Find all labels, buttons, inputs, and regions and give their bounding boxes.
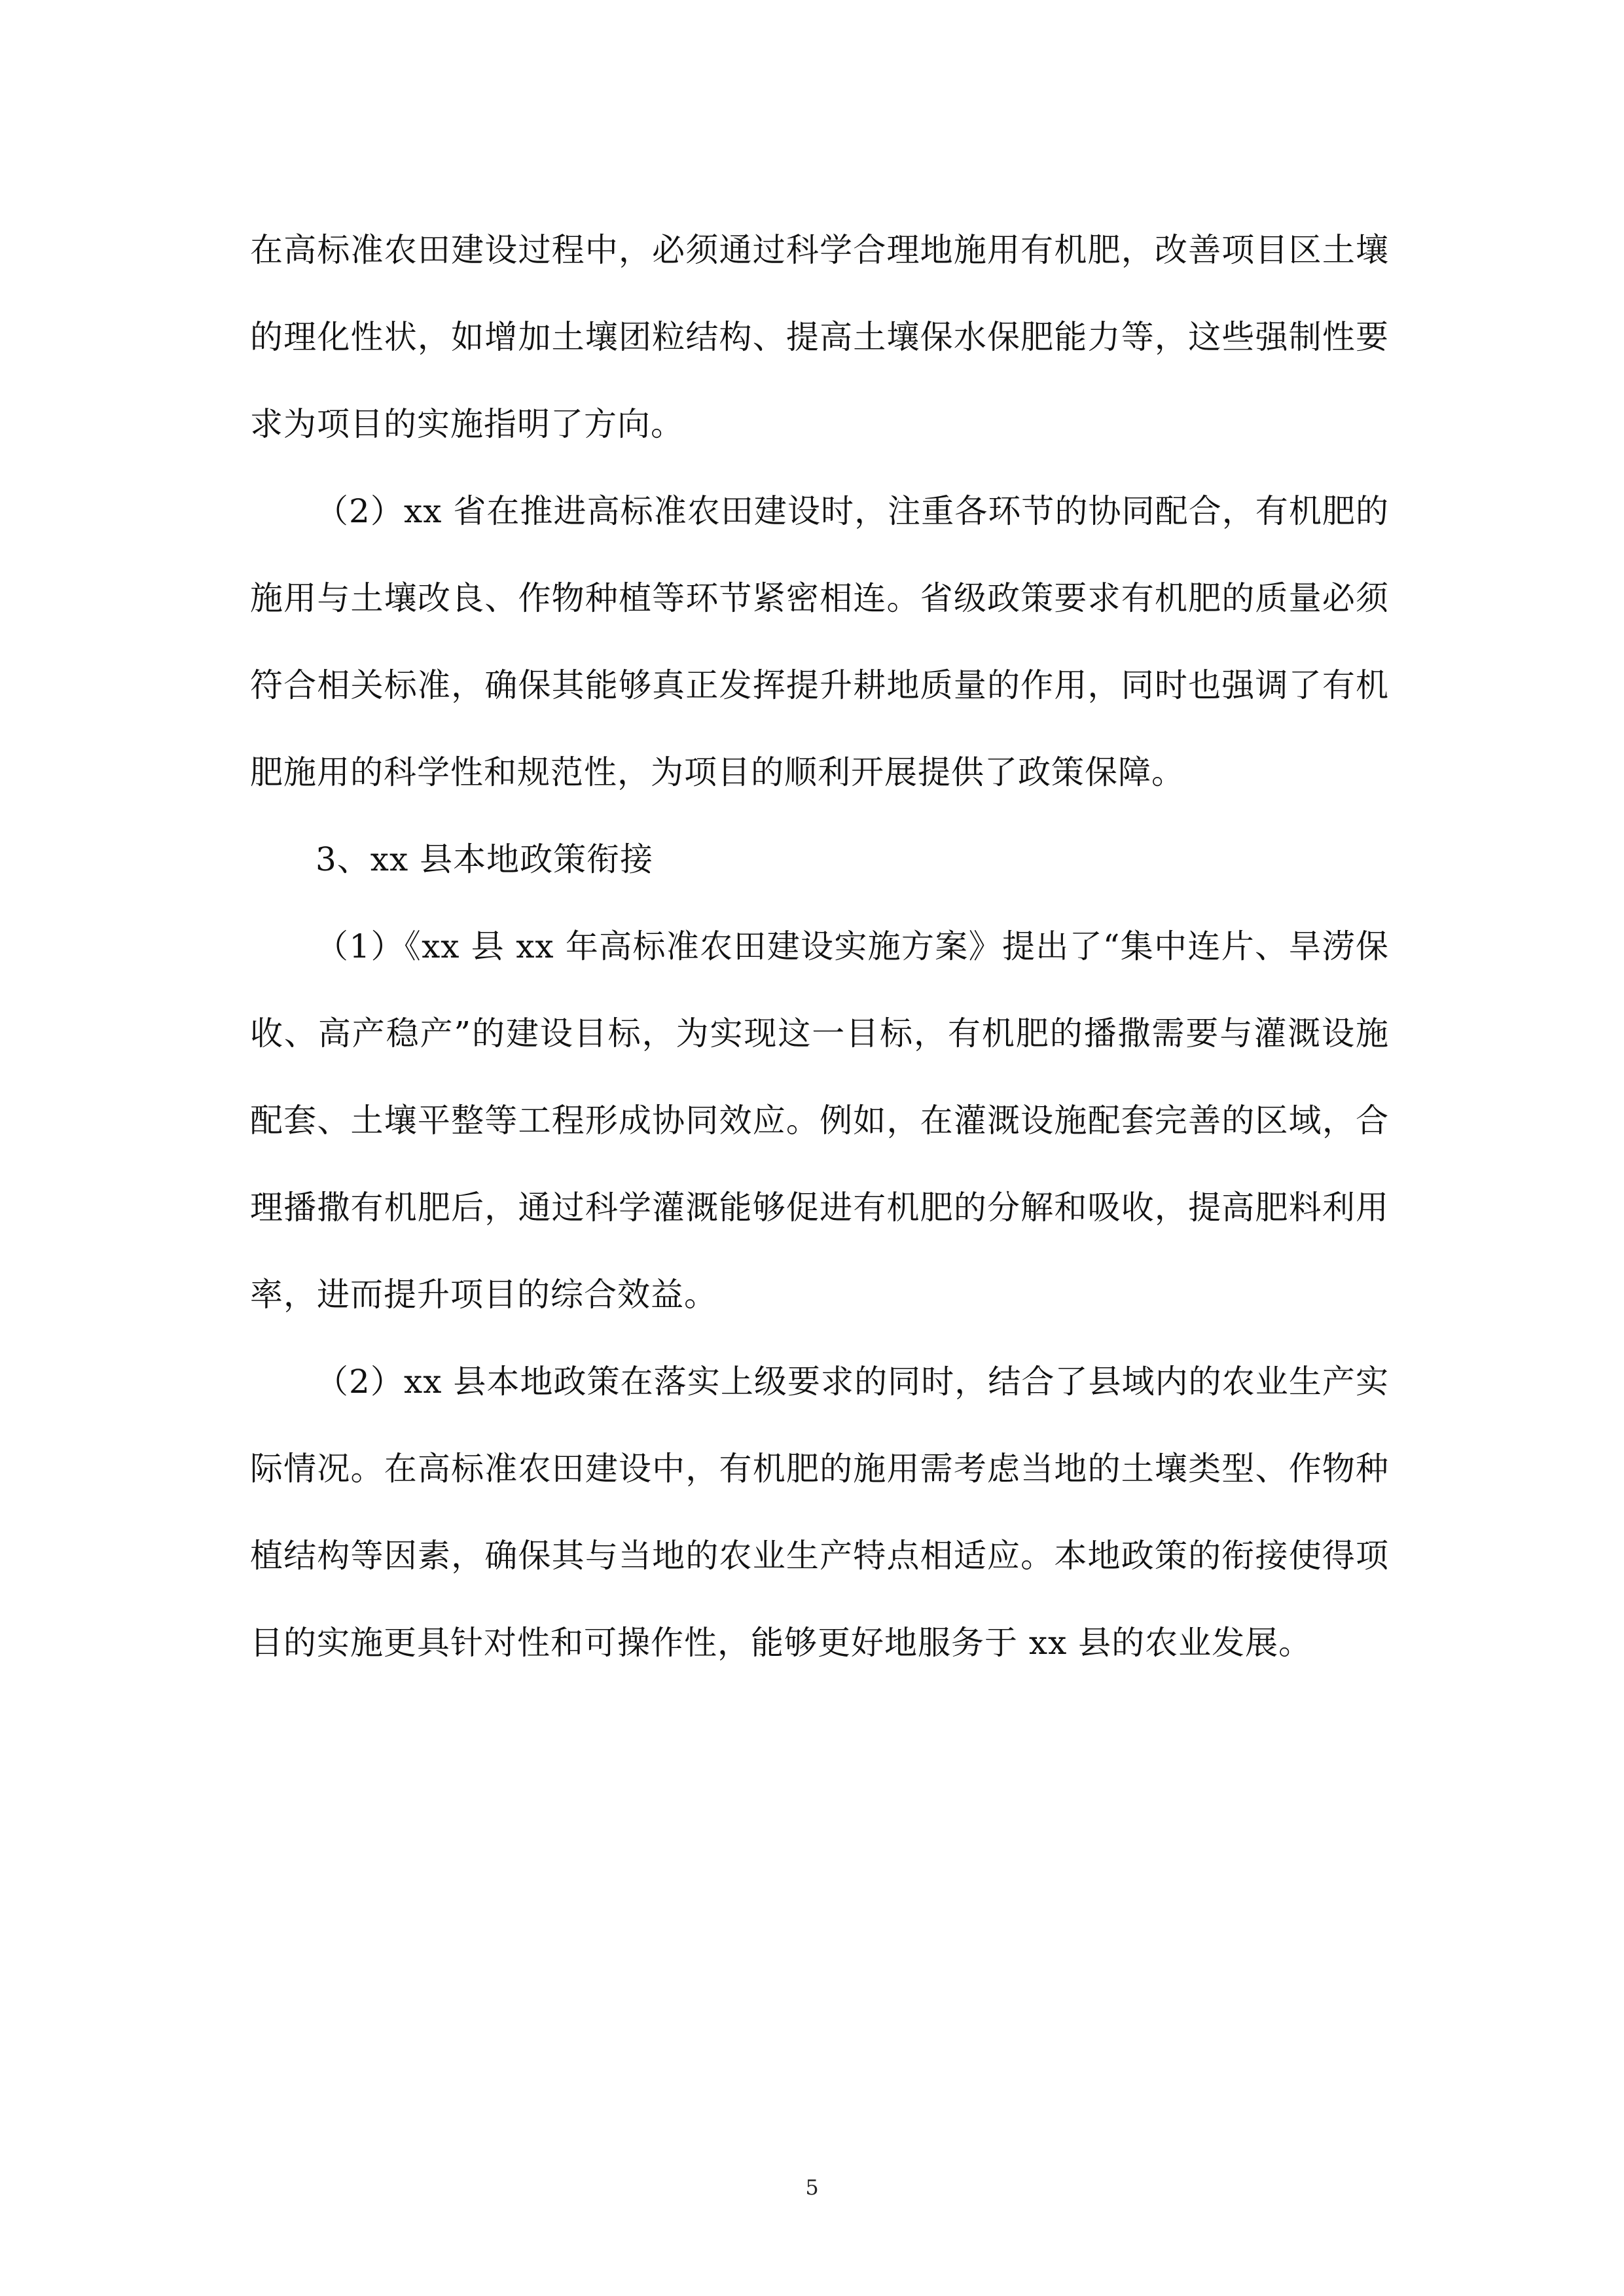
- paragraph-county-plan: （1）《xx 县 xx 年高标准农田建设实施方案》提出了“集中连片、旱涝保收、高产稳产”的建设目标，为实现这一目标，有机肥的播撒需要与灌溉设施配套、土壤平整等工程形成协同效应。例如，在灌溉设施配套完善的区域，合理播撒有机肥后，通过科学灌溉能够促进有机肥的分解和吸收，提高肥料利用率，进而提升项目的综合效益。: [250, 927, 1389, 1314]
- document-body: [250, 207, 1389, 1687]
- paragraph-continuation: 在高标准农田建设过程中，必须通过科学合理地施用有机肥，改善项目区土壤的理化性状，如增加土壤团粒结构、提高土壤保水保肥能力等，这些强制性要求为项目的实施指明了方向。: [250, 231, 1389, 443]
- paragraph-county-local-policy: （2）xx 县本地政策在落实上级要求的同时，结合了县域内的农业生产实际情况。在高标准农田建设中，有机肥的施用需考虑当地的土壤类型、作物种植结构等因素，确保其与当地的农业生产特点相适应。本地政策的衔接使得项目的实施更具针对性和可操作性，能够更好地服务于 xx 县的农业发展。: [250, 1363, 1389, 1662]
- paragraph-province-policy: （2）xx 省在推进高标准农田建设时，注重各环节的协同配合，有机肥的施用与土壤改良、作物种植等环节紧密相连。省级政策要求有机肥的质量必须符合相关标准，确保其能够真正发挥提升耕地质量的作用，同时也强调了有机肥施用的科学性和规范性，为项目的顺利开展提供了政策保障。: [250, 492, 1389, 791]
- page-number: 5: [805, 2175, 819, 2200]
- section-heading-county-policy: 3、xx 县本地政策衔接: [316, 840, 654, 878]
